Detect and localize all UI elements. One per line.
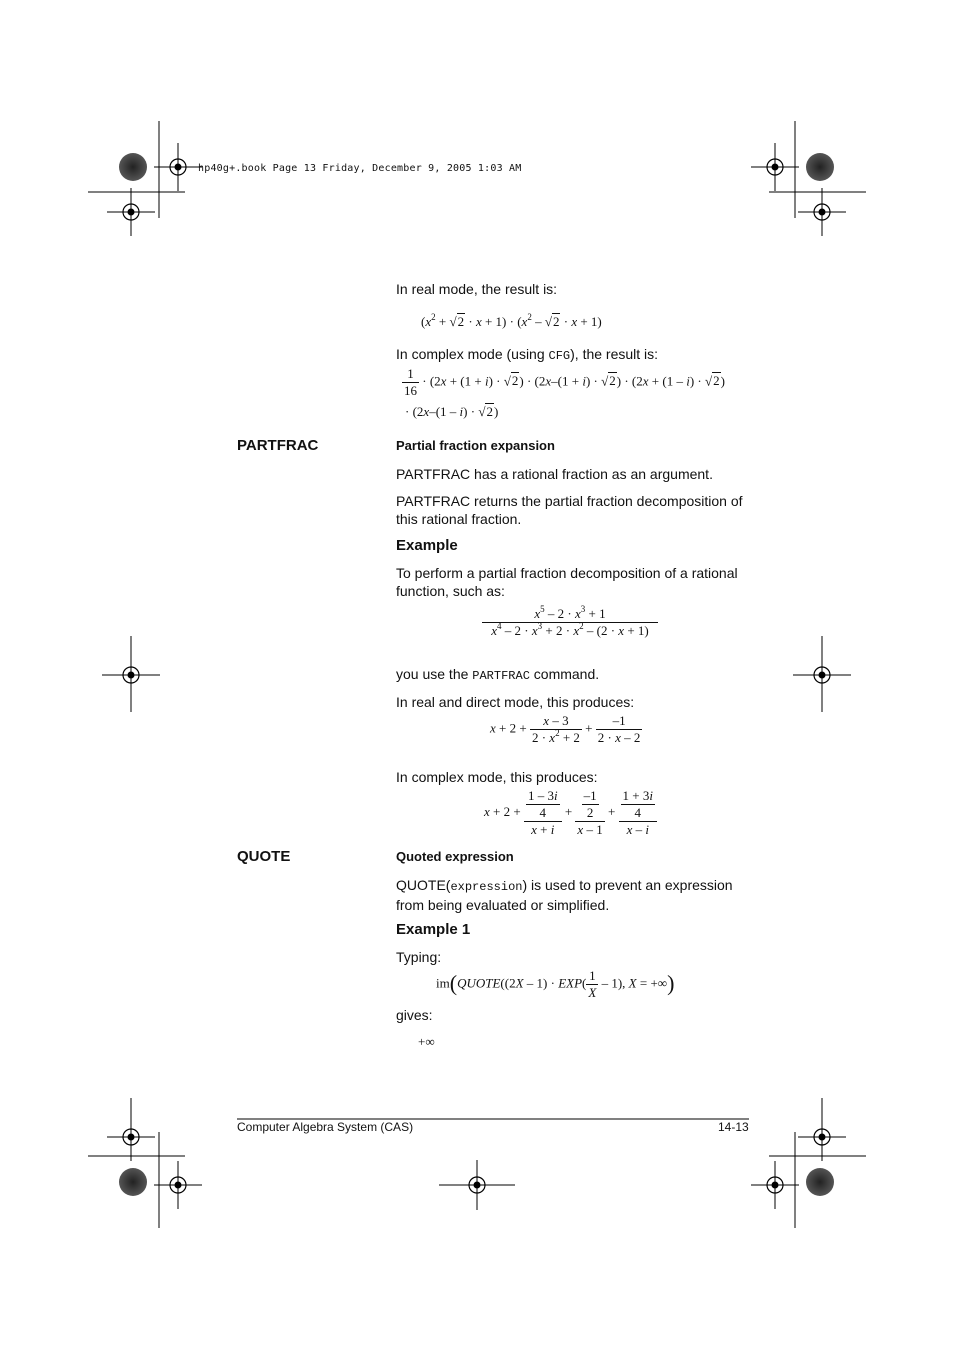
registration-mark-icon xyxy=(154,1161,202,1209)
quote-heading: QUOTE xyxy=(237,848,291,865)
partfrac-desc2: PARTFRAC returns the partial fraction decomposition of this rational fraction. xyxy=(396,493,743,527)
partfrac-heading: PARTFRAC xyxy=(237,437,319,454)
registration-mark-icon xyxy=(751,143,799,191)
quote-input-formula: im(QUOTE((2X – 1) · EXP( $\frac{1}{X}$ – 1), X = +∞) xyxy=(436,968,675,1000)
complex-result-formula: x + 2 + $\frac{\frac{1 - 3i}{4}}{x + i}$ + $\frac{\frac{-1}{2}}{x - 1}$ + $\frac{\frac{1 + 3i}{4}}{x - i}$ xyxy=(484,788,657,838)
complex-produces-text: In complex mode, this produces: xyxy=(396,769,598,785)
partfrac-example-heading: Example xyxy=(396,537,458,554)
registration-mark-icon xyxy=(154,143,202,191)
footer-chapter: Computer Algebra System (CAS) xyxy=(237,1120,414,1134)
rational-function-formula: $\frac{x^5 - 2 \cdot x^3 + 1}{x^4 - 2 \cdot x^3 + 2 \cdot x^2 - (2 \cdot x + 1)}$ xyxy=(482,606,658,639)
registration-mark-icon xyxy=(751,1161,799,1209)
gives-label: gives: xyxy=(396,1007,433,1023)
cfg-command: CFG xyxy=(548,349,571,363)
complex-mode-result-formula: $\frac{1}{16}$ · (2x + (1 + i) · √2) · (2x–(1 + i) · √2) · (2x + (1 – i) · √2) xyxy=(404,366,725,398)
registration-mark-icon xyxy=(798,188,846,236)
page-number: 14-13 xyxy=(718,1120,749,1134)
quote-result: +∞ xyxy=(418,1034,435,1049)
partfrac-desc1: PARTFRAC has a rational fraction as an argument. xyxy=(396,466,713,482)
partfrac-example-text: To perform a partial fraction decomposition of a rational function, such as: xyxy=(396,565,738,599)
partfrac-use-text: you use the PARTFRAC command. xyxy=(396,666,600,683)
complex-mode-text: In complex mode (using CFG), the result is: xyxy=(396,346,659,363)
partfrac-command: PARTFRAC xyxy=(472,669,530,683)
quote-arg: expression xyxy=(450,880,523,894)
registration-mark-icon xyxy=(107,188,155,236)
color-bar-dot xyxy=(119,153,147,181)
print-header: hp40g+.book Page 13 Friday, December 9, 2005 1:03 AM xyxy=(198,163,522,174)
real-mode-result-formula: $(x^2 + √2 \cdot x + 1) \cdot (x^2 - √2 \cdot x + 1)$ xyxy=(421,312,602,329)
quote-subtitle: Quoted expression xyxy=(396,849,514,864)
complex-mode-result-formula-cont: · (2x–(1 – i) · √2) xyxy=(405,404,499,419)
color-bar-dot xyxy=(806,153,834,181)
quote-example-heading: Example 1 xyxy=(396,921,471,938)
real-mode-text: In real mode, the result is: xyxy=(396,281,558,297)
color-bar-dot xyxy=(119,1168,147,1196)
color-bar-dot xyxy=(806,1168,834,1196)
quote-desc: QUOTE(expression) is used to prevent an expression from being evaluated or simplified. xyxy=(396,877,733,913)
real-direct-text: In real and direct mode, this produces: xyxy=(396,694,635,710)
partfrac-subtitle: Partial fraction expansion xyxy=(396,438,555,453)
typing-label: Typing: xyxy=(396,949,442,965)
real-result-formula: x + 2 + $\frac{x - 3}{2 \cdot x^2 + 2}$ + $\frac{-1}{2 \cdot x - 2}$ xyxy=(490,713,641,745)
